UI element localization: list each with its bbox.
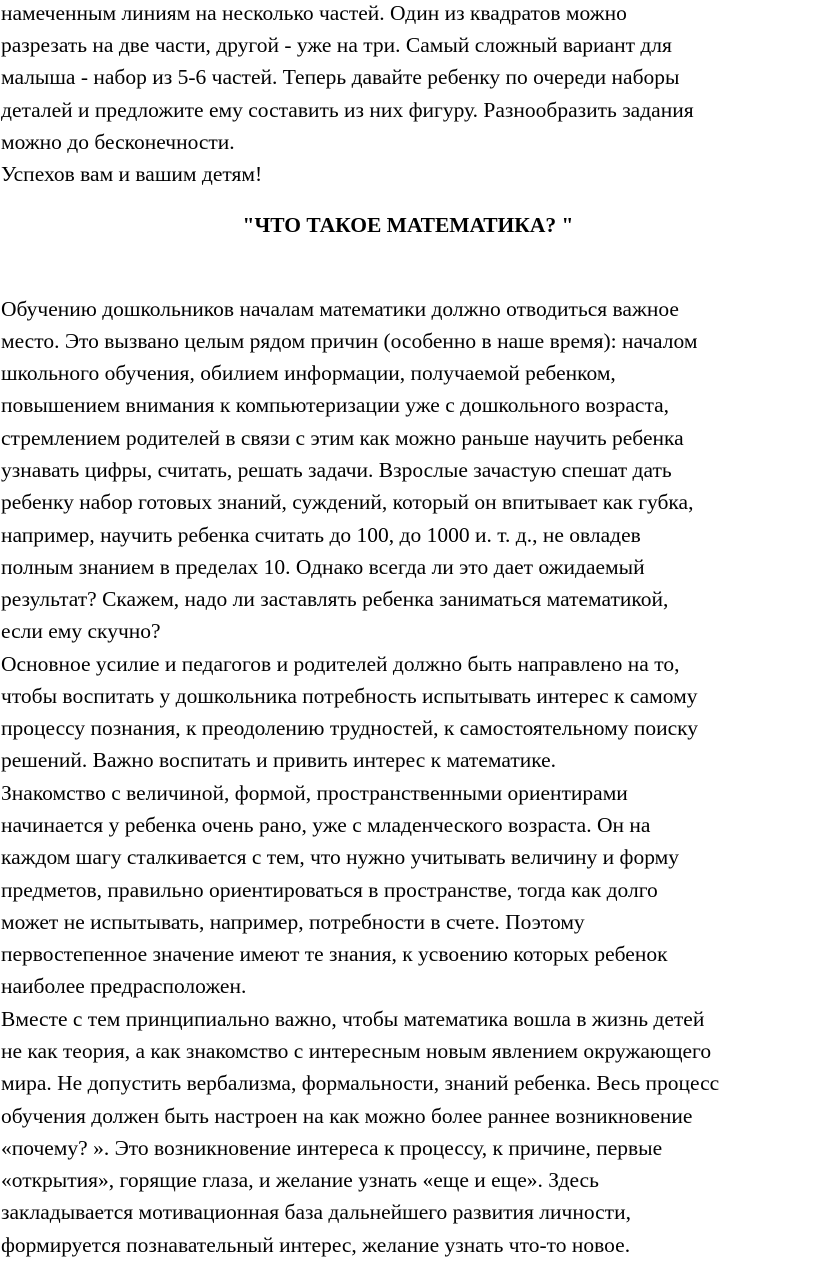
text-line: процессу познания, к преодолению трудностей, к самостоятельному поиску (1, 716, 699, 740)
text-line: узнавать цифры, считать, решать задачи. Взрослые зачастую спешат дать (1, 458, 672, 482)
text-line: школьного обучения, обилием информации, получаемой ребенком, (1, 361, 616, 385)
text-line: Знакомство с величиной, формой, пространственными ориентирами (1, 781, 628, 805)
text-line: разрезать на две части, другой - уже на три. Самый сложный вариант для (1, 33, 672, 57)
text-line: намеченным линиям на несколько частей. Один из квадратов можно (1, 1, 627, 25)
text-line: Обучению дошкольников началам математики должно отводиться важное (1, 297, 679, 321)
text-line: место. Это вызвано целым рядом причин (особенно в наше время): началом (1, 329, 698, 353)
text-line: если ему скучно? (1, 619, 161, 643)
text-line: каждом шагу сталкивается с тем, что нужно учитывать величину и форму (1, 845, 680, 869)
text-line: закладывается мотивационная база дальнейшего развития личности, (1, 1200, 631, 1224)
text-line: мира. Не допустить вербализма, формальности, знаний ребенка. Весь процесс (1, 1071, 720, 1095)
text-line: формируется познавательный интерес, желание узнать что-то новое. (1, 1233, 631, 1257)
text-line: результат? Скажем, надо ли заставлять ребенка заниматься математикой, (1, 587, 669, 611)
text-line: начинается у ребенка очень рано, уже с младенческого возраста. Он на (1, 813, 651, 837)
text-line: например, научить ребенка считать до 100, до 1000 и. т. д., не овладев (1, 523, 641, 547)
text-line: не как теория, а как знакомство с интересным новым явлением окружающего (1, 1039, 712, 1063)
text-line: чтобы воспитать у дошкольника потребность испытывать интерес к самому (1, 684, 698, 708)
text-line: решений. Важно воспитать и привить интерес к математике. (1, 748, 557, 772)
text-line: стремлением родителей в связи с этим как можно раньше научить ребенка (1, 426, 684, 450)
text-line: полным знанием в пределах 10. Однако всегда ли это дает ожидаемый (1, 555, 645, 579)
text-line: ребенку набор готовых знаний, суждений, который он впитывает как губка, (1, 490, 694, 514)
text-line: можно до бесконечности. (1, 130, 235, 154)
text-line: предметов, правильно ориентироваться в пространстве, тогда как долго (1, 878, 658, 902)
text-line: наиболее предрасположен. (1, 974, 247, 998)
text-line: Основное усилие и педагогов и родителей должно быть направлено на то, (1, 652, 680, 676)
text-line: малыша - набор из 5-6 частей. Теперь давайте ребенку по очереди наборы (1, 65, 680, 89)
text-line: деталей и предложите ему составить из них фигуру. Разнообразить задания (1, 98, 694, 122)
section-title: "ЧТО ТАКОЕ МАТЕМАТИКА? " (242, 213, 574, 237)
text-line: может не испытывать, например, потребности в счете. Поэтому (1, 910, 585, 934)
text-line: обучения должен быть настроен на как можно более раннее возникновение (1, 1104, 693, 1128)
text-line: «почему? ». Это возникновение интереса к процессу, к причине, первые (1, 1136, 663, 1160)
text-line: Успехов вам и вашим детям! (1, 162, 263, 186)
text-line: первостепенное значение имеют те знания, к усвоению которых ребенок (1, 942, 668, 966)
text-line: повышением внимания к компьютеризации уже с дошкольного возраста, (1, 393, 670, 417)
text-line: «открытия», горящие глаза, и желание узнать «еще и еще». Здесь (1, 1168, 599, 1192)
text-line: Вместе с тем принципиально важно, чтобы математика вошла в жизнь детей (1, 1007, 705, 1031)
